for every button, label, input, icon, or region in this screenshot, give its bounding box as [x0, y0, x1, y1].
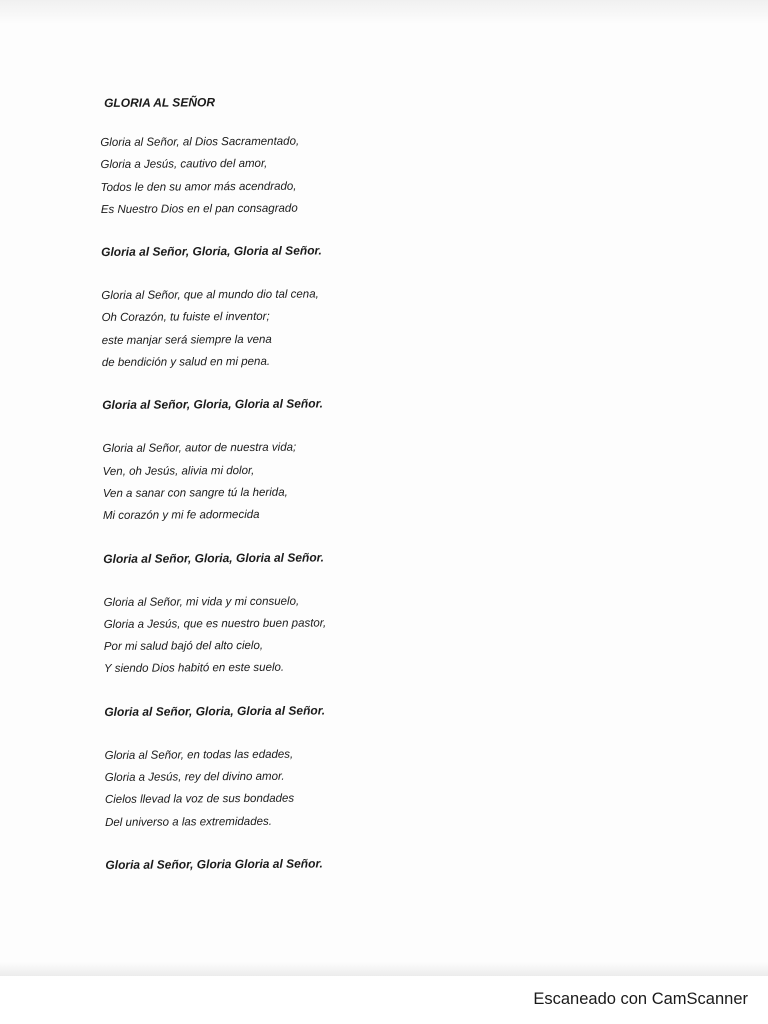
stanza-5	[105, 742, 466, 834]
verse-line: Y siendo Dios habitó en este suelo.	[103, 662, 285, 676]
verse-line: Gloria al Señor, en todas las edades,	[104, 748, 294, 762]
verse-line: Gloria al Señor, que al mundo dio tal cena,	[101, 288, 319, 303]
scan-bottom-edge	[0, 962, 768, 976]
verse-line: Oh Corazón, tu fuiste el inventor;	[101, 311, 270, 325]
chorus-4: Gloria al Señor, Gloria, Gloria al Señor.	[104, 703, 326, 719]
verse-line: Gloria al Señor, al Dios Sacramentado,	[100, 135, 300, 149]
verse-line: Gloria al Señor, mi vida y mi consuelo,	[103, 595, 300, 609]
verse-line: Todos le den su amor más acendrado,	[100, 180, 297, 194]
verse-line: Gloria a Jesús, cautivo del amor,	[100, 158, 268, 172]
verse-line: Es Nuestro Dios en el pan consagrado	[100, 202, 298, 216]
stanza-3	[102, 436, 463, 528]
chorus-5: Gloria al Señor, Gloria Gloria al Señor.	[105, 856, 323, 872]
stanza-1	[100, 129, 461, 221]
verse-line: Por mi salud bajó del alto cielo,	[103, 640, 264, 654]
verse-line: Gloria a Jesús, rey del divino amor.	[104, 770, 285, 785]
chorus-1: Gloria al Señor, Gloria, Gloria al Señor.	[101, 243, 322, 260]
verse-line: Del universo a las extremidades.	[105, 815, 272, 829]
verse-line: Gloria a Jesús, que es nuestro buen pastor,	[103, 617, 327, 631]
chorus-2: Gloria al Señor, Gloria, Gloria al Señor.	[102, 396, 323, 413]
verse-line: Mi corazón y mi fe adormecida	[102, 509, 260, 523]
chorus-3: Gloria al Señor, Gloria, Gloria al Señor.	[103, 550, 325, 566]
song-title: GLORIA AL SEÑOR	[104, 95, 216, 110]
verse-line: este manjar será siempre la vena	[101, 333, 272, 347]
verse-line: Cielos llevad la voz de sus bondades	[104, 793, 295, 807]
verse-line: Ven a sanar con sangre tú la herida,	[102, 486, 288, 500]
stanza-2	[101, 283, 462, 375]
camscanner-watermark: Escaneado con CamScanner	[533, 990, 748, 1008]
verse-line: Ven, oh Jesús, alivia mi dolor,	[102, 464, 255, 478]
song-lyrics	[100, 91, 466, 897]
scan-top-shadow	[0, 0, 768, 24]
verse-line: Gloria al Señor, autor de nuestra vida;	[102, 442, 297, 456]
stanza-4	[103, 589, 464, 681]
verse-line: de bendición y salud en mi pena.	[101, 355, 271, 370]
